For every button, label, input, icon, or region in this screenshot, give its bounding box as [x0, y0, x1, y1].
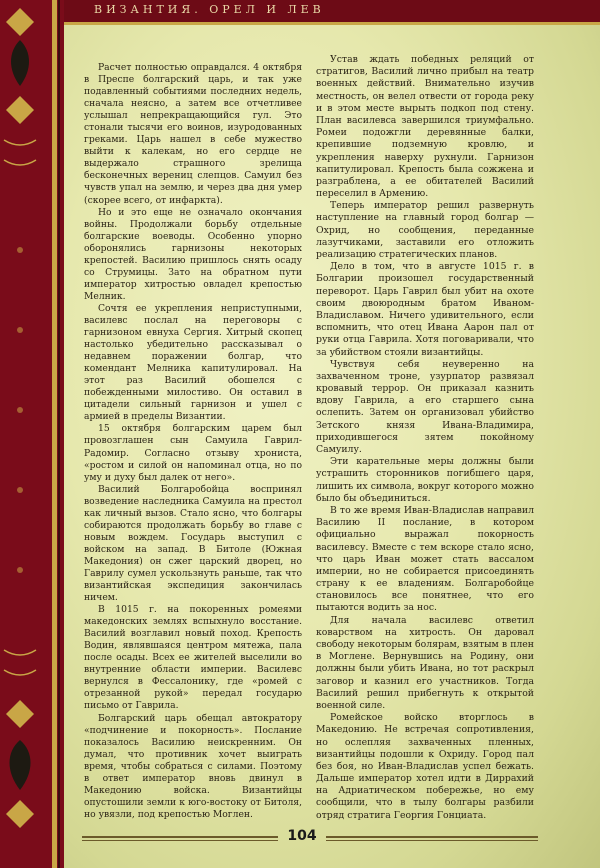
paragraph: Дело в том, что в августе 1015 г. в Болгарии произошел государственный переворот. Царь Гаврил был убит на охоте своим двоюродным братом Иваном-Владиславом. Ничего удивительного, если вспомнить, что отец Ивана Аарон пал от руки отца Гаврила. Хотя поговаривали, что за убийством стояли византийцы.	[316, 261, 534, 358]
paragraph: Сочтя ее укрепления неприступными, василевс послал на переговоры с гарнизоном евнуха Сергия. Хитрый скопец настолько убедительно рассказывал о недавнем поражении болгар, что комендант Мелника капитулировал. На этот раз Василий обошелся с побежденными милостиво. Он оставил в цитадели сильный гарнизон и ушел с армией в пределы Византии.	[84, 302, 302, 423]
footer-rule-right	[326, 836, 538, 838]
paragraph: Устав ждать победных реляций от стратигов, Василий лично прибыл на театр военных действий. Внимательно изучив местность, он велел отвести от города реку и в этом месте вырыть подкоп под стену. План василевса завершился триумфально. Ромеи подожгли деревянные балки, крепившие подземную кровлю, и укрепления наверху рухнули. Гарнизон капитулировал. Крепость была сожжена и разграблена, а ее обитателей Василий переселил в Армению.	[316, 54, 534, 200]
paragraph: Эти карательные меры должны были устрашить сторонников погибшего царя, лишить их символа, вокруг которого можно было бы объединиться.	[316, 456, 534, 504]
paragraph: В то же время Иван-Владислав направил Василию II послание, в котором официально выражал покорность василевсу. Вместе с тем вскоре стало ясно, что царь Иван может стать вассалом империи, но не собирается присоединять страну к ее владениям. Болгаробойце становилось все понятнее, что его пытаются водить за нос.	[316, 504, 534, 614]
paragraph: 15 октября болгарским царем был провозглашен сын Самуила Гаврил-Радомир. Согласно отзыву хрониста, «ростом и силой он напоминал отца, но по уму и духу был далек от него».	[84, 423, 302, 483]
paragraph: Ромейское войско вторглось в Македонию. Не встречая сопротивления, но ослепляя захваченных пленных, византийцы подошли к Охриду. Город пал без боя, но Иван-Владислав успел бежать. Дальше император хотел идти в Диррахий на Адриатическом побережье, но ему сообщили, что в тылу болгары разбили отряд стратига Георгия Гонциата.	[316, 712, 534, 821]
paragraph: Чувствуя себя неуверенно на захваченном троне, узурпатор развязал кровавый террор. Он приказал казнить вдову Гаврила, а его старшего сына ослепить. Затем он организовал убийство Зетского князя Ивана-Владимира, приходившегося зятем покойному Самуилу.	[316, 358, 534, 455]
running-header-title: ВИЗАНТИЯ. ОРЕЛ И ЛЕВ	[94, 3, 325, 16]
running-header	[64, 0, 600, 25]
paragraph: Для начала василевс ответил коварством на хитрость. Он даровал свободу некоторым болярам, взятым в плен в Моглене. Вернувшись на Родину, они должны были убить Ивана, но тот раскрыл заговор и казнил его участников. Тогда Василий решил прибегнуть к открытой военной силе.	[316, 614, 534, 711]
footer-rule-left-thin	[82, 840, 278, 841]
paragraph: Василий Болгаробойца воспринял возведение наследника Самуила на престол как личный вызов. Стало ясно, что болгары собираются продолжать борьбу во главе с новым вождем. Государь выступил с войском на запад. В Битоле (Южная Македония) он сжег царский дворец, но Гаврилу сумел ускользнуть раньше, так что византийская экспедиция закончилась ничем.	[84, 483, 302, 604]
paragraph: Теперь император решил развернуть наступление на главный город болгар — Охрид, но сообщения, переданные лазутчиками, заставили его отложить реализацию стратегических планов.	[316, 200, 534, 260]
paragraph: Болгарский царь обещал автократору «подчинение и покорность». Послание показалось Василию неискренним. Он думал, что противник хочет выиграть время, чтобы собраться с силами. Поэтому в ответ император вновь двинул в Македонию войска. Византийцы опустошили земли к юго-востоку от Битоля, но увязли, под крепостью Моглен.	[84, 712, 302, 820]
ornamental-border	[0, 0, 64, 868]
text-column-left	[84, 62, 302, 821]
paragraph: В 1015 г. на покоренных ромеями македонских землях вспыхнуло восстание. Василий возглавил новый поход. Крепость Водин, являвшаяся центром мятежа, пала после осады. Всех ее жителей выселили во внутренние области империи. Василевс вернулся в Фессалонику, где «ромей с отрезанной рукой» передал государю письмо от Гаврила.	[84, 604, 302, 712]
page-number: 104	[287, 828, 317, 844]
text-column-right	[316, 54, 534, 822]
paragraph: Но и это еще не означало окончания войны. Продолжали борьбу отдельные болгарские воеводы. Особенно упорно оборонялись гарнизоны некоторых крепостей. Василию пришлось снять осаду со Струмицы. Зато на обратном пути император хитростью овладел крепостью Мелник.	[84, 206, 302, 302]
footer-rule-left	[82, 836, 278, 838]
footer-rule-right-thin	[326, 840, 538, 841]
paragraph: Расчет полностью оправдался. 4 октября в Преспе болгарский царь, и так уже подавленный событиями последних недель, сначала неясно, а затем все отчетливее услышал непрекращающийся гул. Это стонали тысячи его воинов, изуродованных греками. Царь нашел в себе мужество выйти к калекам, но его сердце не выдержало страшного зрелища бесконечных верениц слепцов. Самуил без чувств упал на землю, и через два дня умер (скорее всего, от инфаркта).	[84, 62, 302, 206]
